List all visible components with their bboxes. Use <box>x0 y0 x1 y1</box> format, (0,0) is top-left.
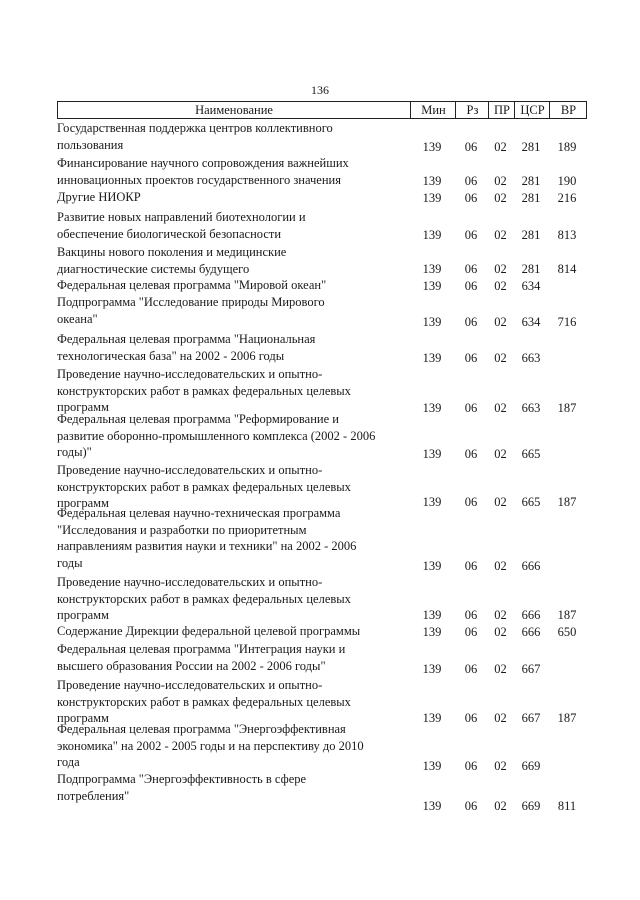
row-rz: 06 <box>464 228 478 242</box>
row-name: Содержание Дирекции федеральной целевой программы <box>57 624 361 638</box>
row-vr: 811 <box>557 799 577 813</box>
table-row <box>57 640 587 677</box>
row-name: Вакцины нового поколения и медицинские диагностические системы будущего <box>57 245 287 276</box>
row-name: Подпрограмма "Энергоэффективность в сфере потребления" <box>57 772 307 803</box>
row-csr: 669 <box>521 759 541 773</box>
row-min: 139 <box>422 351 442 365</box>
row-name: Федеральная целевая научно-техническая программа "Исследования и разработки по приоритетным направлениям развития науки и техники" на 2002 - 2006 годы <box>57 506 357 570</box>
row-vr: 190 <box>557 174 577 188</box>
column-header-pr: ПР <box>488 102 515 118</box>
row-name: Федеральная целевая программа "Национальная технологическая база" на 2002 - 2006 годы <box>57 332 316 363</box>
table-row <box>57 722 587 774</box>
row-rz: 06 <box>464 279 478 293</box>
row-min: 139 <box>422 140 442 154</box>
row-csr: 663 <box>521 351 541 365</box>
row-rz: 06 <box>464 625 478 639</box>
row-rz: 06 <box>464 559 478 573</box>
row-name: Другие НИОКР <box>57 190 141 204</box>
row-rz: 06 <box>464 191 478 205</box>
row-name: Государственная поддержка центров коллективного пользования <box>57 121 333 152</box>
row-vr: 814 <box>557 262 577 276</box>
row-min: 139 <box>422 799 442 813</box>
row-pr: 02 <box>494 279 507 293</box>
page-number: 136 <box>311 83 329 97</box>
row-vr: 650 <box>557 625 577 639</box>
row-name: Финансирование научного сопровождения важнейших инновационных проектов государственного значения <box>57 156 349 187</box>
row-rz: 06 <box>464 447 478 461</box>
table-row <box>57 412 587 462</box>
row-min: 139 <box>422 625 442 639</box>
row-pr: 02 <box>494 759 507 773</box>
table-row <box>57 277 587 294</box>
row-name: Федеральная целевая программа "Интеграция науки и высшего образования России на 2002 - 2006 годы" <box>57 642 346 673</box>
row-min: 139 <box>422 279 442 293</box>
column-header-vr: ВР <box>549 102 587 118</box>
row-csr: 667 <box>521 711 541 725</box>
row-csr: 669 <box>521 799 541 813</box>
row-name: Подпрограмма "Исследование природы Мирового океана" <box>57 295 325 326</box>
row-vr: 813 <box>557 228 577 242</box>
column-header-csr: ЦСР <box>514 102 550 118</box>
table-row <box>57 155 587 189</box>
table-row <box>57 330 587 366</box>
row-rz: 06 <box>464 799 478 813</box>
row-vr: 189 <box>557 140 577 154</box>
row-min: 139 <box>422 401 442 415</box>
table-row <box>57 574 587 623</box>
row-rz: 06 <box>464 351 478 365</box>
row-min: 139 <box>422 447 442 461</box>
row-pr: 02 <box>494 799 507 813</box>
row-name: Проведение научно-исследовательских и опытно- конструкторских работ в рамках федеральных целевых программ <box>57 367 351 414</box>
row-min: 139 <box>422 759 442 773</box>
row-name: Федеральная целевая программа "Энергоэффективная экономика" на 2002 - 2005 годы и на перспективу до 2010 года <box>57 722 364 769</box>
row-csr: 634 <box>521 279 541 293</box>
row-vr: 716 <box>557 315 577 329</box>
row-rz: 06 <box>464 662 478 676</box>
row-min: 139 <box>422 174 442 188</box>
table-row <box>57 120 587 155</box>
table-row <box>57 623 587 640</box>
row-pr: 02 <box>494 495 507 509</box>
row-csr: 281 <box>521 262 541 276</box>
table-row <box>57 462 587 510</box>
row-csr: 666 <box>521 625 541 639</box>
row-min: 139 <box>422 495 442 509</box>
row-pr: 02 <box>494 662 507 676</box>
table-row <box>57 206 587 243</box>
row-rz: 06 <box>464 711 478 725</box>
row-csr: 281 <box>521 191 541 205</box>
row-name: Проведение научно-исследовательских и опытно- конструкторских работ в рамках федеральных целевых программ <box>57 463 351 510</box>
row-pr: 02 <box>494 559 507 573</box>
table-row <box>57 677 587 726</box>
row-rz: 06 <box>464 140 478 154</box>
row-min: 139 <box>422 262 442 276</box>
row-vr: 187 <box>557 711 577 725</box>
column-header-name: Наименование <box>195 103 273 117</box>
row-name: Проведение научно-исследовательских и опытно- конструкторских работ в рамках федеральных целевых программ <box>57 678 351 725</box>
table-header <box>57 101 587 119</box>
row-pr: 02 <box>494 625 507 639</box>
row-pr: 02 <box>494 401 507 415</box>
row-pr: 02 <box>494 228 507 242</box>
column-header-min: Мин <box>410 102 456 118</box>
row-csr: 281 <box>521 174 541 188</box>
row-vr: 187 <box>557 495 577 509</box>
row-min: 139 <box>422 315 442 329</box>
row-name: Проведение научно-исследовательских и опытно- конструкторских работ в рамках федеральных целевых программ <box>57 575 351 622</box>
table-row <box>57 506 587 574</box>
row-rz: 06 <box>464 608 478 622</box>
row-rz: 06 <box>464 401 478 415</box>
row-csr: 634 <box>521 315 541 329</box>
row-csr: 665 <box>521 495 541 509</box>
table-row <box>57 294 587 330</box>
row-min: 139 <box>422 228 442 242</box>
row-pr: 02 <box>494 711 507 725</box>
row-pr: 02 <box>494 351 507 365</box>
row-pr: 02 <box>494 608 507 622</box>
row-pr: 02 <box>494 191 507 205</box>
row-csr: 281 <box>521 228 541 242</box>
row-vr: 187 <box>557 401 577 415</box>
row-csr: 666 <box>521 559 541 573</box>
row-name: Федеральная целевая программа "Реформирование и развитие оборонно-промышленного комплекса (2002 - 2006 годы)" <box>57 412 376 459</box>
row-rz: 06 <box>464 495 478 509</box>
row-name: Федеральная целевая программа "Мировой океан" <box>57 278 327 292</box>
row-name: Развитие новых направлений биотехнологии и обеспечение биологической безопасности <box>57 210 306 241</box>
column-header-rz: Рз <box>455 102 489 118</box>
row-pr: 02 <box>494 174 507 188</box>
row-min: 139 <box>422 191 442 205</box>
row-pr: 02 <box>494 315 507 329</box>
row-csr: 281 <box>521 140 541 154</box>
row-csr: 667 <box>521 662 541 676</box>
row-rz: 06 <box>464 759 478 773</box>
row-pr: 02 <box>494 262 507 276</box>
table-row <box>57 774 587 814</box>
row-pr: 02 <box>494 447 507 461</box>
row-csr: 666 <box>521 608 541 622</box>
budget-table <box>57 120 587 820</box>
row-vr: 187 <box>557 608 577 622</box>
row-rz: 06 <box>464 262 478 276</box>
row-csr: 663 <box>521 401 541 415</box>
row-csr: 665 <box>521 447 541 461</box>
table-row <box>57 243 587 277</box>
table-row <box>57 189 587 206</box>
row-rz: 06 <box>464 174 478 188</box>
row-min: 139 <box>422 559 442 573</box>
row-pr: 02 <box>494 140 507 154</box>
row-rz: 06 <box>464 315 478 329</box>
row-min: 139 <box>422 608 442 622</box>
row-min: 139 <box>422 662 442 676</box>
table-row <box>57 366 587 416</box>
row-vr: 216 <box>557 191 577 205</box>
row-min: 139 <box>422 711 442 725</box>
